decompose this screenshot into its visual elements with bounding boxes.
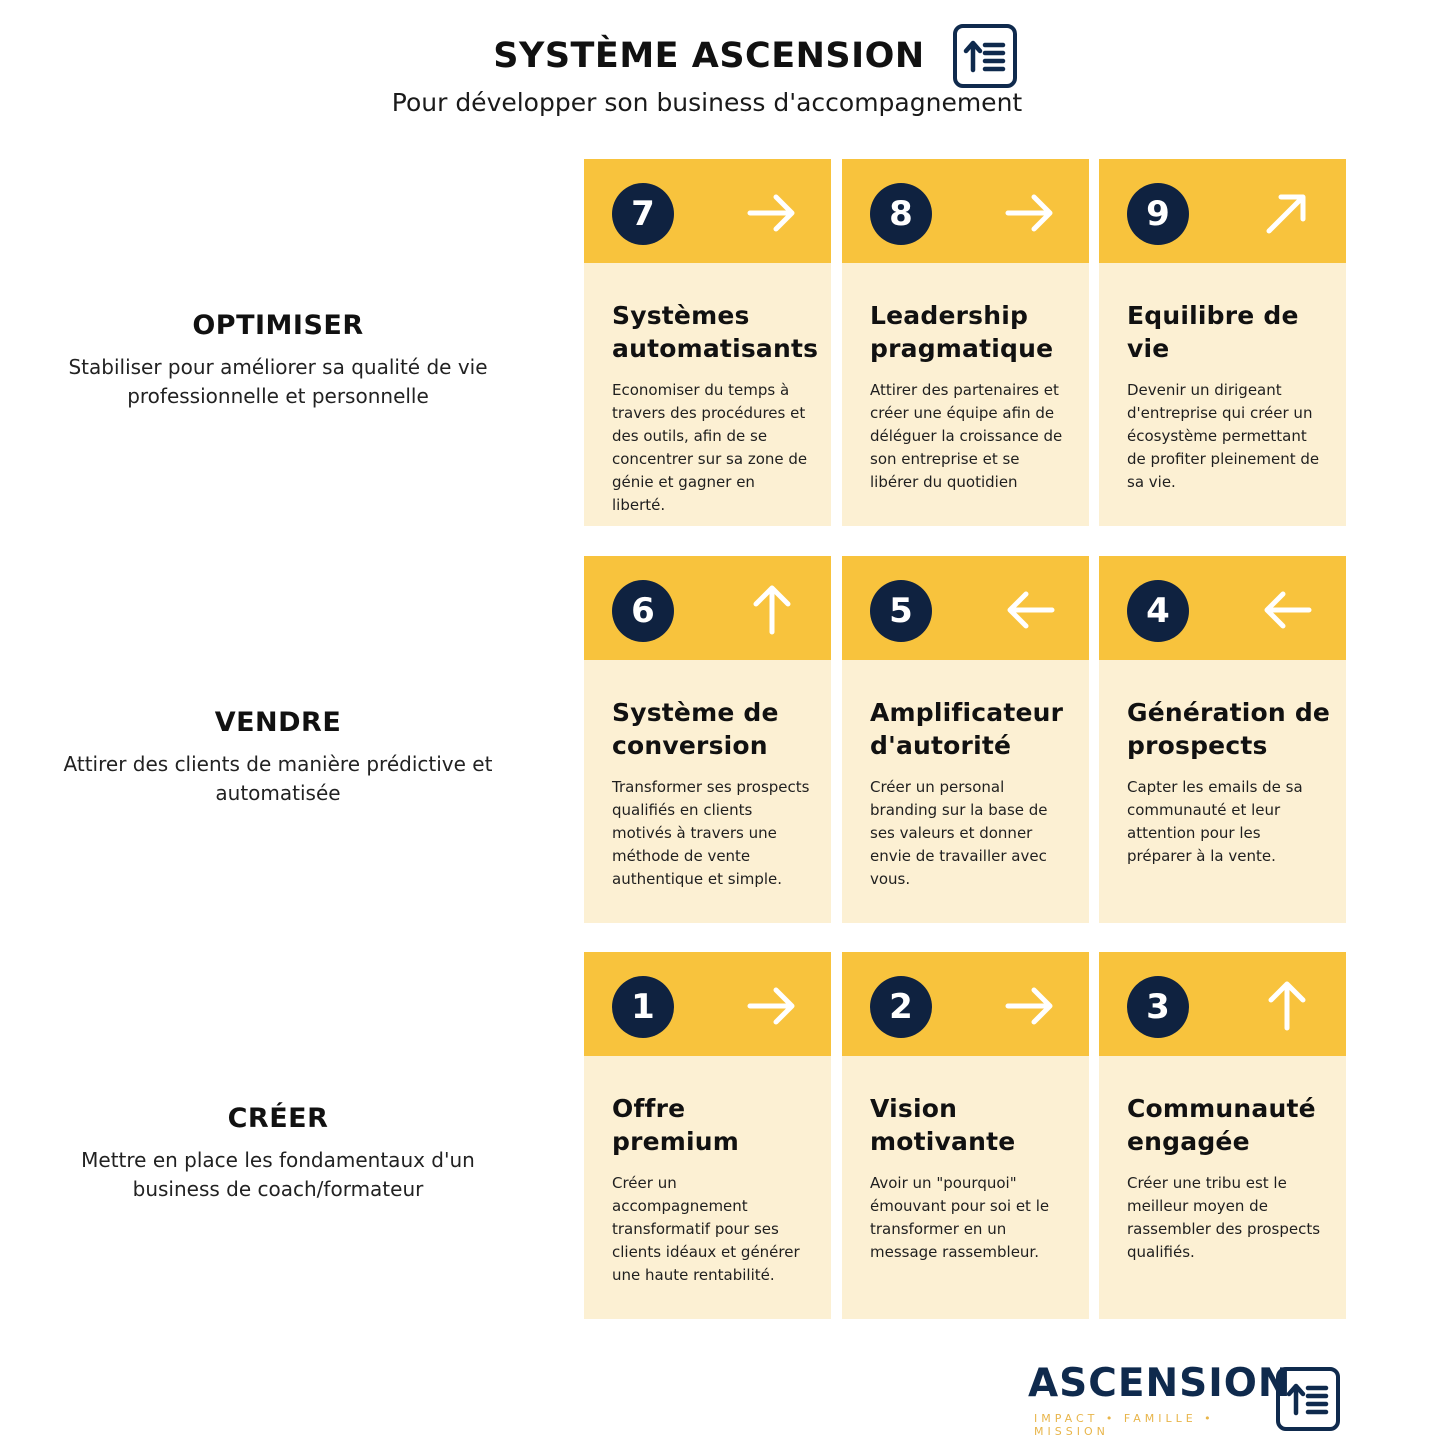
arrow-left-icon: [1257, 580, 1317, 640]
card-header: [842, 556, 1089, 660]
header: [0, 22, 1440, 90]
step-card: [842, 159, 1089, 526]
card-title: Système de conversion: [612, 698, 779, 760]
step-number: 3: [1127, 976, 1189, 1038]
card-description: Capter les emails de sa communauté et leur attention pour les préparer à la vente.: [1127, 778, 1303, 865]
card-header: [842, 159, 1089, 263]
card-description: Avoir un "pourquoi" émouvant pour soi et le transformer en un message rassembleur.: [870, 1174, 1050, 1261]
step-number: 7: [612, 183, 674, 245]
card-title: Offre premium: [612, 1094, 740, 1156]
card-title: Systèmes automatisants: [612, 301, 819, 363]
card-description: Attirer des partenaires et créer une équipe afin de déléguer la croissance de son entreprise et se libérer du quotidien: [870, 381, 1063, 491]
card-title: Equilibre de vie: [1127, 301, 1299, 363]
card-title: Amplificateur d'autorité: [870, 698, 1064, 760]
step-card: [1099, 556, 1346, 923]
step-card: [1099, 952, 1346, 1319]
card-description: Créer un personal branding sur la base de ses valeurs et donner envie de travailler avec vous.: [870, 778, 1048, 888]
arrow-left-icon: [1000, 580, 1060, 640]
step-card: [1099, 159, 1346, 526]
arrow-right-icon: [742, 183, 802, 243]
step-number: 2: [870, 976, 932, 1038]
step-number: 6: [612, 580, 674, 642]
card-description: Créer un accompagnement transformatif pour ses clients idéaux et générer une haute rentabilité.: [612, 1174, 800, 1284]
card-header: [584, 952, 831, 1056]
step-card: [584, 952, 831, 1319]
step-card: [842, 952, 1089, 1319]
row-name: VENDRE: [214, 707, 342, 738]
arrow-up-list-icon: [953, 24, 1017, 88]
arrow-right-icon: [742, 976, 802, 1036]
card-header: [1099, 556, 1346, 660]
row-description: Attirer des clients de manière prédictive et automatisée: [63, 752, 493, 805]
arrow-right-icon: [1000, 976, 1060, 1036]
step-card: [584, 556, 831, 923]
step-card: [584, 159, 831, 526]
step-number: 4: [1127, 580, 1189, 642]
arrow-up-list-icon: [1276, 1367, 1340, 1431]
arrow-up-icon: [742, 580, 802, 640]
card-header: [1099, 159, 1346, 263]
card-header: [1099, 952, 1346, 1056]
step-number: 1: [612, 976, 674, 1038]
card-header: [584, 159, 831, 263]
card-description: Créer une tribu est le meilleur moyen de rassembler des prospects qualifiés.: [1127, 1174, 1321, 1261]
row-label-optimiser: [60, 310, 496, 411]
arrow-up-icon: [1257, 976, 1317, 1036]
step-card: [842, 556, 1089, 923]
arrow-up-right-icon: [1257, 183, 1317, 243]
card-title: Génération de prospects: [1127, 698, 1331, 760]
card-header: [842, 952, 1089, 1056]
brand-tagline: IMPACT • FAMILLE • MISSION: [1034, 1412, 1215, 1438]
card-title: Leadership pragmatique: [870, 301, 1054, 363]
row-name: OPTIMISER: [192, 310, 364, 341]
card-title: Communauté engagée: [1127, 1094, 1316, 1156]
row-label-creer: [60, 1103, 496, 1204]
row-name: CRÉER: [227, 1103, 329, 1134]
card-title: Vision motivante: [870, 1094, 1016, 1156]
card-description: Economiser du temps à travers des procédures et des outils, afin de se concentrer sur sa zone de génie et gagner en liberté.: [612, 381, 808, 514]
row-description: Mettre en place les fondamentaux d'un business de coach/formateur: [81, 1148, 475, 1201]
footer-brand: [1028, 1361, 1292, 1438]
page-title: SYSTÈME ASCENSION: [493, 36, 925, 76]
step-number: 9: [1127, 183, 1189, 245]
brand-name: ASCENSION: [1028, 1361, 1292, 1406]
card-description: Devenir un dirigeant d'entreprise qui créer un écosystème permettant de profiter pleinement de sa vie.: [1127, 381, 1320, 491]
page-subtitle: Pour développer son business d'accompagnement: [391, 88, 1023, 117]
card-description: Transformer ses prospects qualifiés en clients motivés à travers une méthode de vente authentique et simple.: [612, 778, 810, 888]
arrow-right-icon: [1000, 183, 1060, 243]
step-number: 8: [870, 183, 932, 245]
row-label-vendre: [60, 707, 496, 808]
card-header: [584, 556, 831, 660]
step-number: 5: [870, 580, 932, 642]
row-description: Stabiliser pour améliorer sa qualité de vie professionnelle et personnelle: [68, 355, 488, 408]
